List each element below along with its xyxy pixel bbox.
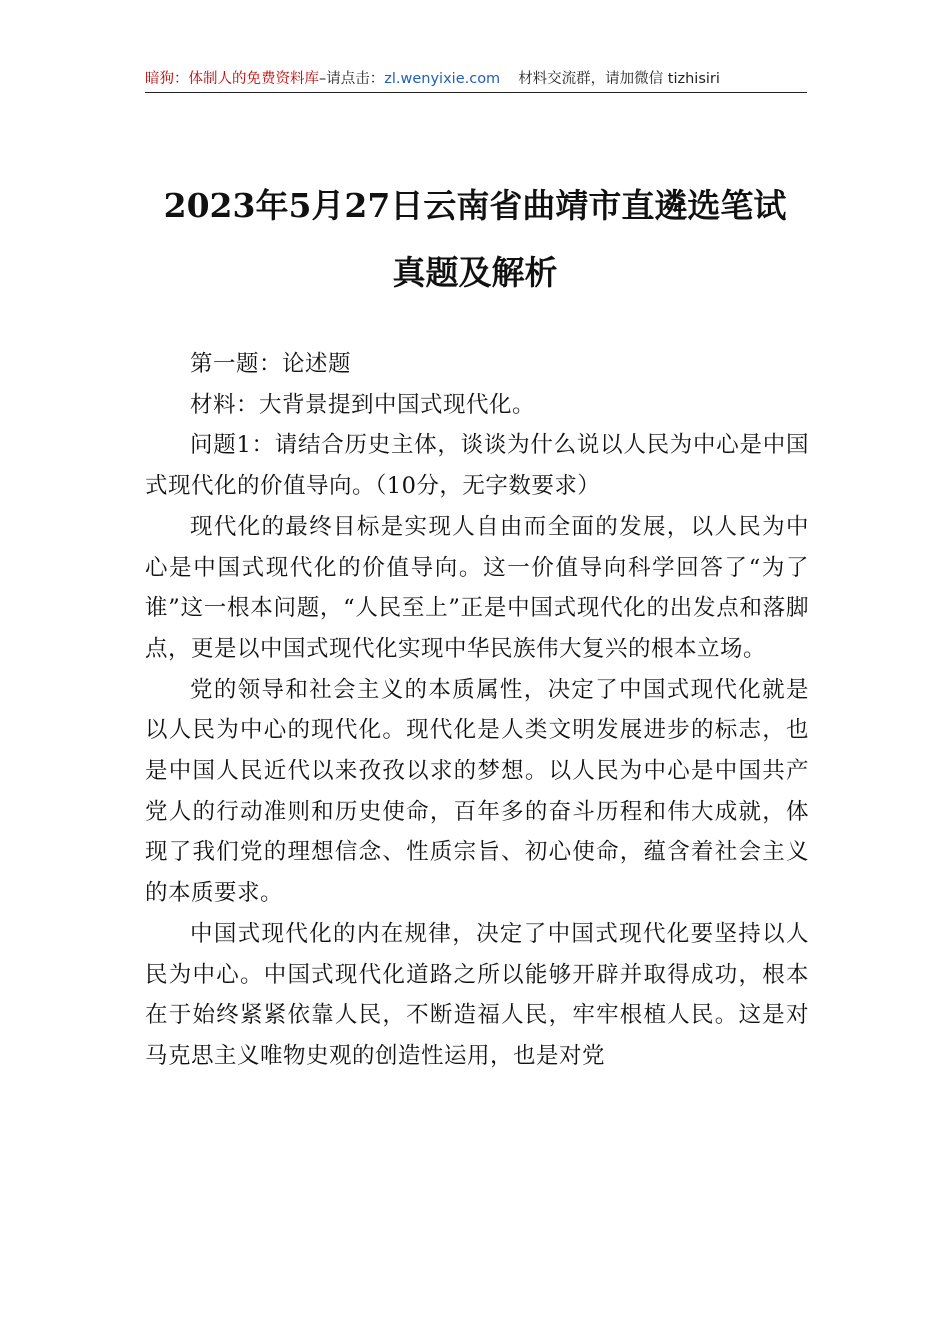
answer-paragraph: 党的领导和社会主义的本质属性，决定了中国式现代化就是以人民为中心的现代化。现代化是人类文明发展进步的标志，也是中国人民近代以来孜孜以求的梦想。以人民为中心是中国共产党人的行动准则和历史使命，百年多的奋斗历程和伟大成就，体现了我们党的理想信念、性质宗旨、初心使命，蕴含着社会主义的本质要求。 [145,676,809,907]
question-heading: 第一题：论述题 [190,351,352,377]
document-body [145,344,809,1077]
question-1: 问题1：请结合历史主体，谈谈为什么说以人民为中心是中国式现代化的价值导向。（10分，无字数要求） [145,432,809,500]
answer-paragraph: 现代化的最终目标是实现人自由而全面的发展，以人民为中心是中国式现代化的价值导向。这一价值导向科学回答了“为了谁”这一根本问题，“人民至上”正是中国式现代化的出发点和落脚点，更是以中国式现代化实现中华民族伟大复兴的根本立场。 [145,513,809,662]
header-prompt: –请点击： [319,71,385,87]
material-line: 材料：大背景提到中国式现代化。 [190,391,536,418]
page-header [145,68,807,93]
answer-paragraph: 中国式现代化的内在规律，决定了中国式现代化要坚持以人民为中心。中国式现代化道路之所以能够开辟并取得成功，根本在于始终紧紧依靠人民，不断造福人民，牢牢根植人民。这是对马克思主义唯物史观的创造性运用，也是对党 [145,920,809,1069]
header-brand: 暗狗：体制人的免费资料库 [145,71,319,87]
document-title-line-2: 真题及解析 [392,253,558,292]
header-link[interactable]: zl.wenyixie.com [384,71,501,87]
header-contact: 材料交流群，请加微信 tizhisiri [518,71,720,87]
document-title-line-1: 2023年5月27日云南省曲靖市直遴选笔试 [163,186,787,225]
